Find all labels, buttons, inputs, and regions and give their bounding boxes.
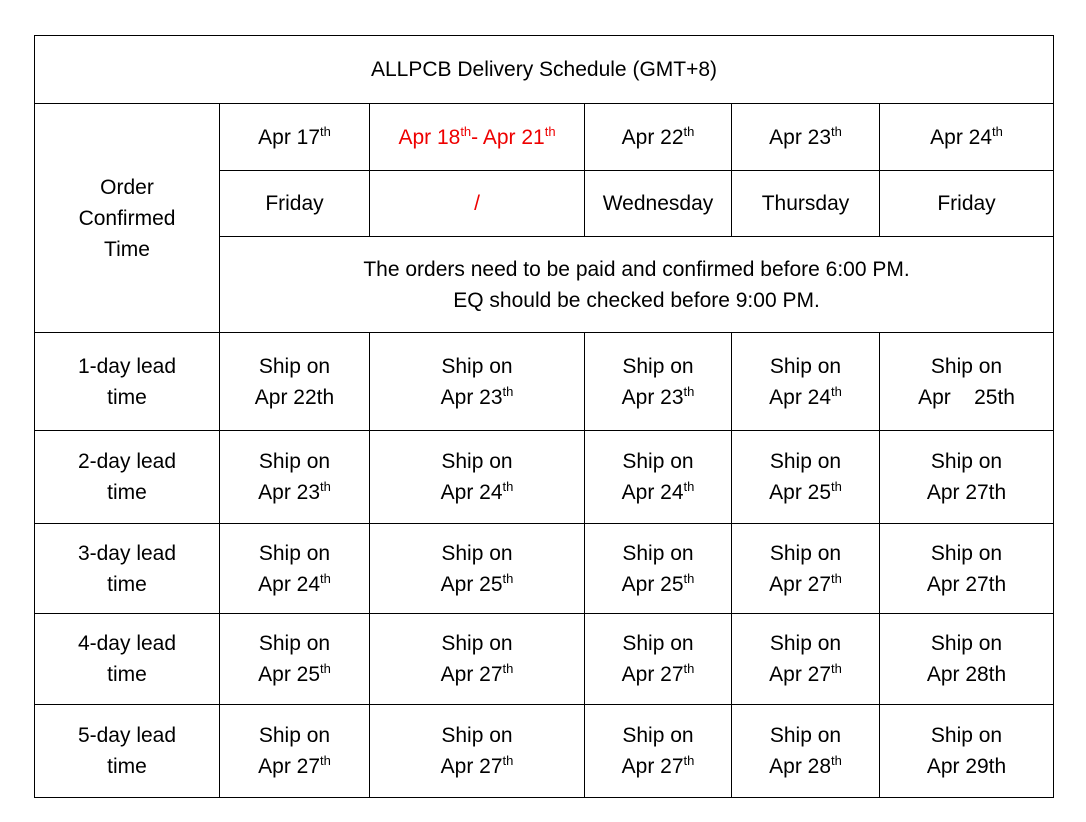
note-line: EQ should be checked before 9:00 PM. [453, 288, 820, 312]
ship-on-label: Ship on [930, 450, 1003, 473]
ship-date-cell [732, 333, 880, 431]
order-confirmed-time-header [35, 104, 220, 333]
ship-on-label: Ship on [622, 724, 694, 747]
lead-time-label-line: time [107, 755, 147, 778]
ship-date-cell [585, 614, 732, 705]
ship-on-label: Ship on [441, 450, 513, 473]
ship-date: Apr 23th [440, 383, 514, 409]
lead-time-label-line: 3-day lead [77, 541, 177, 565]
lead-time-row [35, 333, 1054, 431]
ship-on-label: Ship on [930, 632, 1003, 655]
date-header: Apr 24th [880, 104, 1054, 171]
table-title: ALLPCB Delivery Schedule (GMT+8) [35, 36, 1054, 104]
ship-date: Apr 27th [258, 753, 331, 778]
ship-date: Apr 22th [254, 385, 335, 409]
ship-date-cell [732, 705, 880, 798]
ship-date-cell [370, 524, 585, 614]
ship-on-label: Ship on [622, 354, 694, 378]
ship-date: Apr 25th [769, 479, 842, 504]
lead-time-row [35, 431, 1054, 524]
lead-time-label-line: time [107, 481, 147, 504]
ship-on-label: Ship on [441, 632, 513, 655]
ship-date-cell [880, 333, 1054, 431]
ship-date: Apr 25th [440, 570, 514, 596]
ship-date-cell [585, 705, 732, 798]
ship-date-cell [370, 431, 585, 524]
lead-time-rows [35, 333, 1054, 798]
ship-on-label: Ship on [441, 541, 513, 565]
row-header-line: Order [100, 175, 154, 199]
ship-date-cell [732, 431, 880, 524]
note-line: The orders need to be paid and confirmed before 6:00 PM. [363, 257, 910, 281]
date-header: Apr 17th [220, 104, 370, 171]
delivery-schedule-table [34, 35, 1054, 798]
ship-date: Apr 27th [440, 753, 514, 778]
ship-date: Apr 27th [769, 661, 842, 686]
ship-date-cell [585, 431, 732, 524]
ship-date-cell [585, 524, 732, 614]
ship-date-cell [220, 524, 370, 614]
ship-on-label: Ship on [441, 724, 513, 747]
date-header: Apr 22th [585, 104, 732, 171]
ship-on-label: Ship on [258, 632, 331, 655]
lead-time-label-line: 5-day lead [77, 724, 177, 747]
weekday-cell: Wednesday [585, 171, 732, 237]
ship-on-label: Ship on [258, 354, 331, 378]
ship-date: Apr 27th [769, 570, 842, 596]
ship-date-cell [220, 614, 370, 705]
ship-date-cell [585, 333, 732, 431]
ship-date-cell [880, 614, 1054, 705]
ship-on-label: Ship on [622, 541, 694, 565]
lead-time-row [35, 614, 1054, 705]
lead-time-row [35, 705, 1054, 798]
ship-date-cell [220, 333, 370, 431]
ship-on-label: Ship on [258, 450, 331, 473]
ship-date: Apr 25th [258, 661, 331, 686]
ship-on-label: Ship on [769, 354, 842, 378]
lead-time-label-line: 1-day lead [77, 354, 177, 378]
lead-time-label-line: time [107, 663, 147, 686]
ship-date: Apr 23th [621, 383, 695, 409]
date-row [35, 104, 1054, 171]
ship-on-label: Ship on [258, 541, 331, 565]
ship-date: Apr 27th [440, 661, 514, 686]
date-header-holiday: Apr 18th- Apr 21th [370, 104, 585, 171]
lead-time-label-line: time [107, 572, 147, 596]
lead-time-label [35, 333, 220, 431]
ship-date: Apr 25th [621, 570, 695, 596]
ship-date: Apr 27th [621, 661, 695, 686]
ship-date: Apr 28th [926, 663, 1007, 686]
ship-on-label: Ship on [930, 724, 1003, 747]
ship-on-label: Ship on [769, 541, 842, 565]
ship-date-cell [732, 524, 880, 614]
ship-date: Apr 27th [621, 753, 695, 778]
ship-date-cell [220, 705, 370, 798]
ship-on-label: Ship on [769, 450, 842, 473]
ship-date-cell [732, 614, 880, 705]
ship-on-label: Ship on [622, 632, 694, 655]
row-header-line: Time [104, 237, 150, 261]
ship-date: Apr 24th [440, 479, 514, 504]
ship-on-label: Ship on [769, 632, 842, 655]
ship-date: Apr 24th [258, 570, 331, 596]
ship-date-cell [880, 524, 1054, 614]
title-row [35, 36, 1054, 104]
lead-time-label [35, 524, 220, 614]
weekday-cell: Thursday [732, 171, 880, 237]
lead-time-label-line: time [107, 385, 147, 409]
weekday-cell: Friday [220, 171, 370, 237]
ship-date: Apr 24th [621, 479, 695, 504]
payment-note [220, 237, 1054, 333]
lead-time-label-line: 2-day lead [77, 450, 177, 473]
lead-time-label-line: 4-day lead [77, 632, 177, 655]
ship-on-label: Ship on [930, 354, 1003, 378]
ship-date: Apr 27th [926, 572, 1007, 596]
lead-time-label [35, 431, 220, 524]
ship-date: Apr 24th [769, 383, 842, 409]
ship-on-label: Ship on [930, 541, 1003, 565]
lead-time-label [35, 614, 220, 705]
ship-on-label: Ship on [769, 724, 842, 747]
ship-date-cell [370, 705, 585, 798]
weekday-cell: Friday [880, 171, 1054, 237]
ship-date: Apr 23th [258, 479, 331, 504]
ship-date-cell [220, 431, 370, 524]
date-header: Apr 23th [732, 104, 880, 171]
row-header-line: Confirmed [78, 206, 176, 230]
ship-date: Apr 25th [918, 385, 1015, 409]
lead-time-label [35, 705, 220, 798]
ship-date-cell [370, 614, 585, 705]
ship-date: Apr 28th [769, 753, 842, 778]
ship-on-label: Ship on [622, 450, 694, 473]
ship-on-label: Ship on [258, 724, 331, 747]
ship-date: Apr 27th [926, 481, 1007, 504]
weekday-cell-holiday: / [370, 171, 585, 237]
ship-on-label: Ship on [441, 354, 513, 378]
lead-time-row [35, 524, 1054, 614]
ship-date-cell [370, 333, 585, 431]
ship-date: Apr 29th [926, 755, 1007, 778]
ship-date-cell [880, 705, 1054, 798]
ship-date-cell [880, 431, 1054, 524]
